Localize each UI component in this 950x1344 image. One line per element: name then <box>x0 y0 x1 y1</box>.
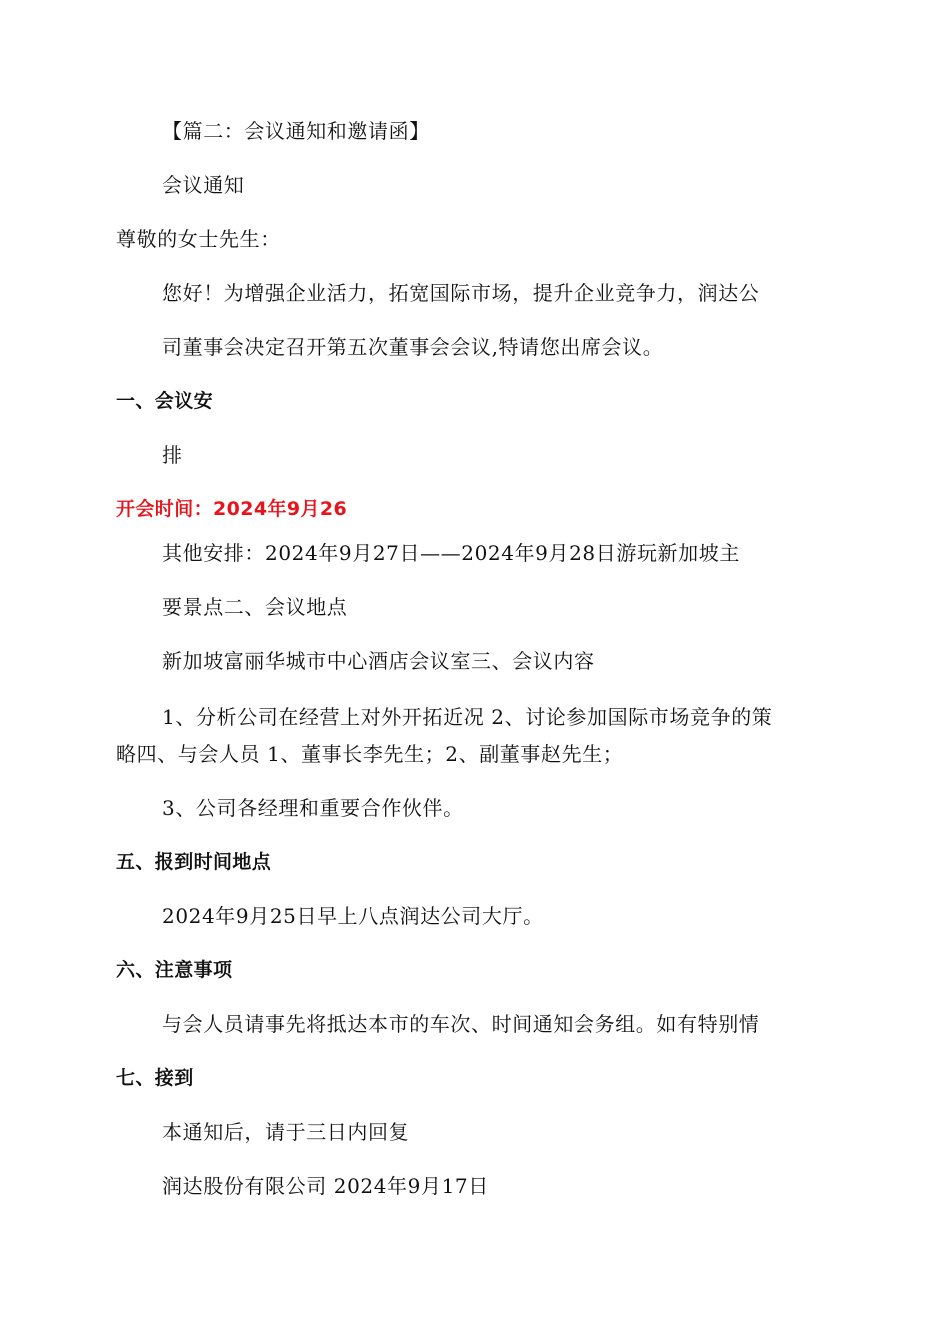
section-6-text: 与会人员请事先将抵达本市的车次、时间通知会务组。如有特别情 <box>162 1012 760 1036</box>
signature: 润达股份有限公司 2024年9月17日 <box>162 1174 489 1198</box>
section-6-heading: 六、注意事项 <box>116 959 233 981</box>
section-1-heading: 一、会议安 <box>116 390 214 412</box>
intro-line-1: 您好！为增强企业活力，拓宽国际市场，提升企业竞争力，润达公 <box>162 281 760 305</box>
document-subtitle: 会议通知 <box>162 173 245 197</box>
other-arrangements-line-1: 其他安排：2024年9月27日——2024年9月28日游玩新加坡主 <box>162 541 740 565</box>
document-title: 【篇二：会议通知和邀请函】 <box>162 119 430 143</box>
section-5-text: 2024年9月25日早上八点润达公司大厅。 <box>162 904 544 928</box>
section-1-continuation: 排 <box>162 443 183 467</box>
content-line-1: 1、分析公司在经营上对外开拓近况 2、讨论参加国际市场竞争的策 <box>162 705 773 729</box>
section-5-heading: 五、报到时间地点 <box>116 851 272 873</box>
content-line-3: 3、公司各经理和重要合作伙伴。 <box>162 796 464 820</box>
intro-line-2: 司董事会决定召开第五次董事会会议,特请您出席会议。 <box>162 335 664 359</box>
other-arrangements-line-2: 要景点二、会议地点 <box>162 595 348 619</box>
salutation: 尊敬的女士先生： <box>116 227 281 251</box>
venue-line: 新加坡富丽华城市中心酒店会议室三、会议内容 <box>162 649 595 673</box>
meeting-time: 开会时间：2024年9月26 <box>116 498 348 520</box>
section-7-text: 本通知后，请于三日内回复 <box>162 1120 410 1144</box>
section-7-heading: 七、接到 <box>116 1067 194 1089</box>
content-line-2: 略四、与会人员 1、董事长李先生；2、副董事赵先生； <box>116 742 624 766</box>
